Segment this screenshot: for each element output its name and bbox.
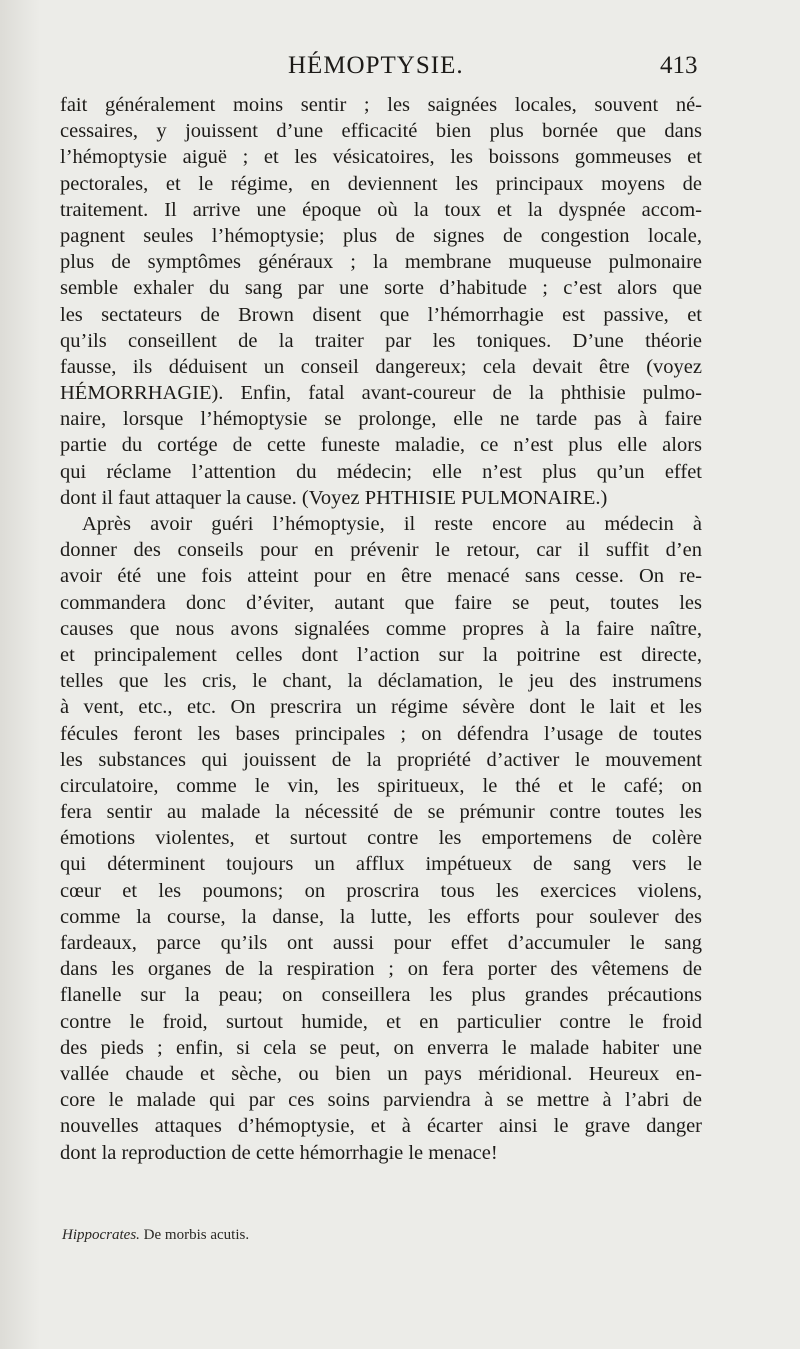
text-line: cessaires, y jouissent d’une efficacité bien plus bornée que dans	[60, 120, 702, 143]
text-line: causes que nous avons signalées comme propres à la faire naître,	[60, 617, 702, 640]
footnote-title: De morbis acutis.	[143, 1227, 250, 1243]
text-line: fardeaux, parce qu’ils ont aussi pour effet d’accumuler le sang	[60, 932, 702, 954]
text-line: nouvelles attaques d’hémoptysie, et à écarter ainsi le grave danger	[60, 1115, 702, 1138]
text-line: telles que les cris, le chant, la déclamation, le jeu des instrumens	[60, 670, 702, 693]
text-line: HÉMORRHAGIE). Enfin, fatal avant-coureur de la phthisie pulmo-	[60, 382, 702, 405]
text-line: et principalement celles dont l’action sur la poitrine est directe,	[60, 643, 702, 666]
text-line: dans les organes de la respiration ; on fera porter des vêtemens de	[60, 958, 702, 981]
footnote-author: Hippocrates.	[62, 1227, 140, 1243]
text-line: pagnent seules l’hémoptysie; plus de signes de congestion locale,	[60, 224, 702, 247]
text-line: fausse, ils déduisent un conseil dangereux; cela devait être (voyez	[60, 355, 702, 378]
text-line: dont la reproduction de cette hémorrhagie le menace!	[60, 1141, 498, 1164]
text-line: dont il faut attaquer la cause. (Voyez PHTHISIE PULMONAIRE.)	[60, 486, 608, 509]
paragraph	[60, 511, 702, 1166]
text-line: des pieds ; enfin, si cela se peut, on enverra le malade habiter une	[60, 1036, 702, 1059]
text-line: vallée chaude et sèche, ou bien un pays méridional. Heureux en-	[60, 1062, 702, 1085]
text-line: semble exhaler du sang par une sorte d’habitude ; c’est alors que	[60, 277, 702, 300]
text-line: les substances qui jouissent de la propriété d’activer le mouvement	[60, 748, 702, 771]
text-line: donner des conseils pour en prévenir le retour, car il suffit d’en	[60, 539, 702, 562]
running-head: HÉMOPTYSIE.	[288, 52, 464, 79]
text-line: comme la course, la danse, la lutte, les efforts pour soulever des	[60, 905, 702, 928]
text-line: l’hémoptysie aiguë ; et les vésicatoires, les boissons gommeuses et	[60, 146, 702, 169]
page-header	[0, 52, 800, 92]
page-number: 413	[660, 52, 698, 79]
text-line: fait généralement moins sentir ; les saignées locales, souvent né-	[60, 94, 702, 116]
text-line: fera sentir au malade la nécessité de se prémunir contre toutes les	[60, 801, 702, 824]
text-line: Après avoir guéri l’hémoptysie, il reste encore au médecin à	[82, 513, 702, 535]
text-line: plus de symptômes généraux ; la membrane muqueuse pulmonaire	[60, 251, 702, 274]
text-line: les sectateurs de Brown disent que l’hémorrhagie est passive, et	[60, 303, 702, 326]
text-line: à vent, etc., etc. On prescrira un régime sévère dont le lait et les	[60, 696, 702, 719]
text-line: contre le froid, surtout humide, et en particulier contre le froid	[60, 1010, 702, 1033]
text-line: circulatoire, comme le vin, les spiritueux, le thé et le café; on	[60, 774, 702, 797]
text-line: cœur et les poumons; on proscrira tous les exercices violens,	[60, 879, 702, 902]
text-line: qui réclame l’attention du médecin; elle n’est plus qu’un effet	[60, 460, 702, 483]
text-line: émotions violentes, et surtout contre les emportemens de colère	[60, 827, 702, 850]
text-line: qu’ils conseillent de la traiter par les toniques. D’une théorie	[60, 329, 702, 352]
footnote	[62, 1227, 249, 1244]
body-text	[60, 92, 702, 1166]
text-line: avoir été une fois atteint pour en être menacé sans cesse. On re-	[60, 565, 702, 588]
text-line: traitement. Il arrive une époque où la toux et la dyspnée accom-	[60, 198, 702, 221]
text-line: qui déterminent toujours un afflux impétueux de sang vers le	[60, 853, 702, 876]
text-line: core le malade qui par ces soins parviendra à se mettre à l’abri de	[60, 1089, 702, 1112]
text-line: naire, lorsque l’hémoptysie se prolonge, elle ne tarde pas à faire	[60, 408, 702, 431]
text-line: commandera donc d’éviter, autant que faire se peut, toutes les	[60, 591, 702, 614]
paragraph	[60, 92, 702, 511]
text-line: partie du cortége de cette funeste maladie, ce n’est plus elle alors	[60, 434, 702, 457]
text-line: pectorales, et le régime, en deviennent les principaux moyens de	[60, 172, 702, 195]
text-line: fécules feront les bases principales ; on défendra l’usage de toutes	[60, 722, 702, 745]
text-line: flanelle sur la peau; on conseillera les plus grandes précautions	[60, 984, 702, 1007]
